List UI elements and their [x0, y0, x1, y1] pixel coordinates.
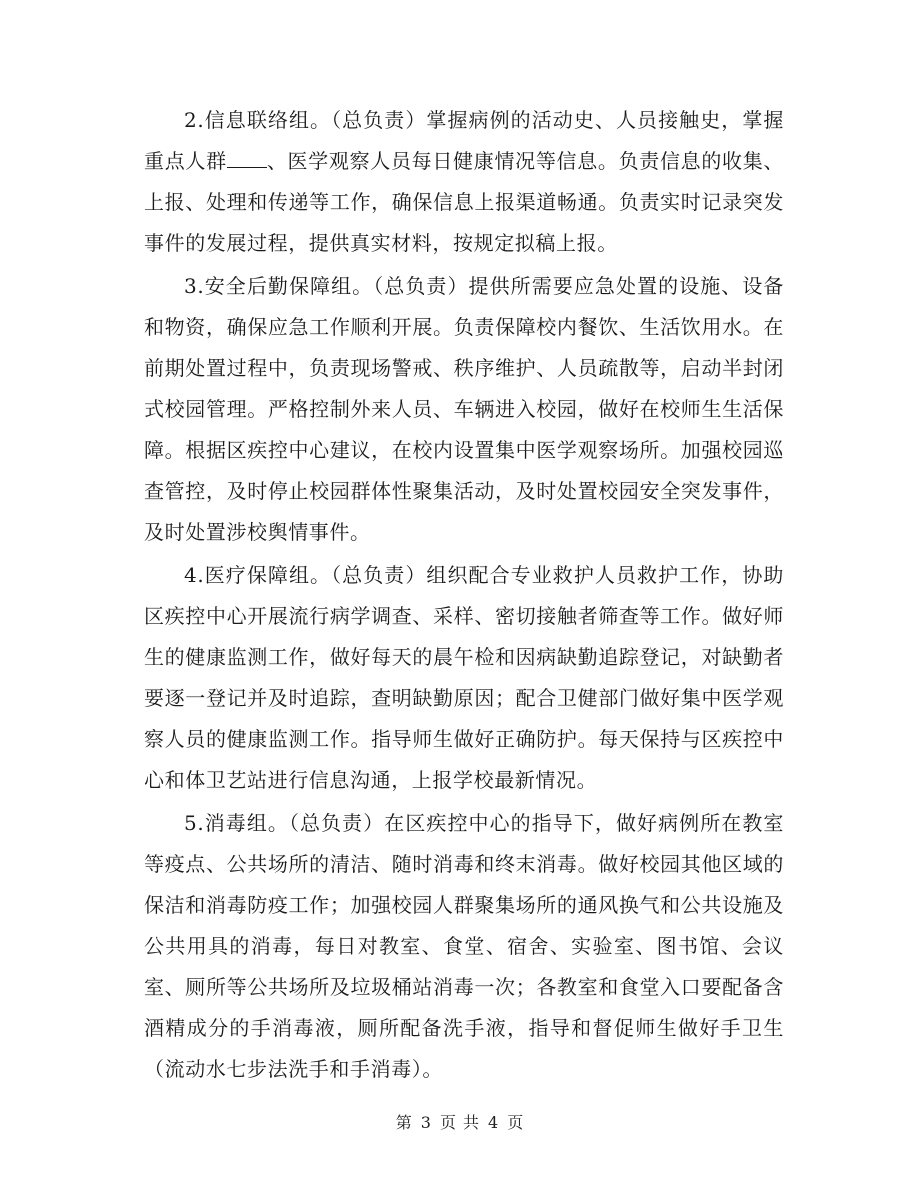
- footer-prefix: 第: [395, 1113, 413, 1132]
- paragraph-text: 、医学观察人员每日健康情况等信息。负责信息的收集、上报、处理和传递等工作，确保信息上报渠道畅通。负责实时记录突发事件的发展过程，提供真实材料，按规定拟稿上报。: [144, 149, 785, 255]
- page-number-total: 4: [488, 1113, 500, 1132]
- paragraph-text: 5.消毒组。（总负责）在区疾控中心的指导下，做好病例所在教室等疫点、公共场所的清洁、随时消毒和终末消毒。做好校园其他区域的保洁和消毒防疫工作；加强校园人群聚集场所的通风换气和公共设施及公共用具的消毒，每日对教室、食堂、宿舍、实验室、图书馆、会议室、厕所等公共场所及垃圾桶站消毒一次；各教室和食堂入口要配备含酒精成分的手消毒液，厕所配备洗手液，指导和督促师生做好手卫生（流动水七步法洗手和手消毒）。: [144, 811, 784, 1081]
- paragraph-text: 3.安全后勤保障组。（总负责）提供所需要应急处置的设施、设备和物资，确保应急工作顺利开展。负责保障校内餐饮、生活饮用水。在前期处置过程中，负责现场警戒、秩序维护、人员疏散等，启动半封闭式校园管理。严格控制外来人员、车辆进入校园，做好在校师生生活保障。根据区疾控中心建议，在校内设置集中医学观察场所。加强校园巡查管控，及时停止校园群体性聚集活动，及时处置校园安全突发事件，及时处置涉校舆情事件。: [144, 274, 784, 544]
- paragraph-medical-group: [144, 555, 784, 801]
- page-number-current: 3: [420, 1113, 432, 1132]
- fill-in-blank: [227, 167, 267, 168]
- paragraph-disinfection-group: [144, 803, 784, 1090]
- paragraph-info-liaison-group: [144, 100, 784, 264]
- footer-middle: 页 共: [439, 1113, 481, 1132]
- page-footer: [0, 1112, 920, 1134]
- paragraph-text: 2.信息联络组。（总负责）掌握病例的活动史、人员接触史，掌握重点人群: [144, 108, 784, 173]
- document-body: [144, 100, 784, 1092]
- paragraph-logistics-group: [144, 266, 784, 553]
- footer-suffix: 页: [507, 1113, 525, 1132]
- paragraph-text: 4.医疗保障组。（总负责）组织配合专业救护人员救护工作，协助区疾控中心开展流行病学调查、采样、密切接触者筛查等工作。做好师生的健康监测工作，做好每天的晨午检和因病缺勤追踪登记，对缺勤者要逐一登记并及时追踪，查明缺勤原因；配合卫健部门做好集中医学观察人员的健康监测工作。指导师生做好正确防护。每天保持与区疾控中心和体卫艺站进行信息沟通，上报学校最新情况。: [144, 563, 784, 792]
